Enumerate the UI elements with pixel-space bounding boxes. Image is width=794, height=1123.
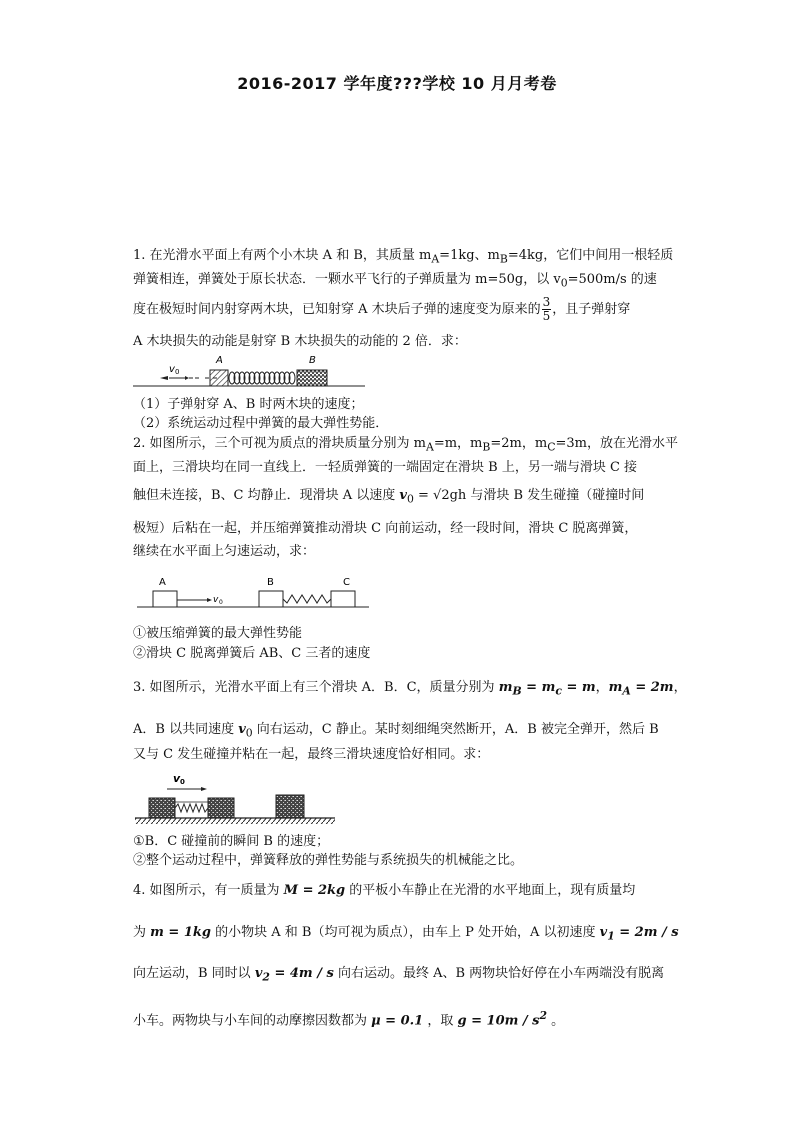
q3-text: 向右运动，C 静止。某时刻细绳突然断开，A．B 被完全弹开，然后 B	[252, 722, 659, 737]
q4-math: g = 10m / s	[457, 1013, 540, 1029]
q3-sub: 0	[245, 726, 253, 740]
q2-sub: A	[426, 440, 434, 454]
q1-sub: A	[431, 252, 440, 266]
block-c	[331, 591, 355, 607]
q3-figure	[133, 768, 343, 832]
q1-text: =4kg，它们中间用一根轻质	[507, 248, 674, 263]
q4-sub: 1	[607, 929, 615, 943]
q3-part-1: ①B．C 碰撞前的瞬间 B 的速度；	[133, 834, 330, 849]
q3-line-1	[133, 679, 687, 701]
q1-fig-label-a: A	[216, 355, 223, 366]
q3-text: 3. 如图所示，光滑水平面上有三个滑块 A．B．C，质量分别为	[133, 680, 499, 695]
bullet-icon	[160, 376, 168, 380]
q3-fig-label-v: v	[173, 772, 181, 785]
q3-math: m	[498, 680, 513, 695]
q2-fig-label-c: C	[343, 577, 350, 588]
q4-math: v	[254, 966, 263, 981]
q3-text: A．B 以共同速度	[133, 722, 239, 737]
q1-text: 度在极短时间内射穿两木块，已知射穿 A 木块后子弹的速度变为原来的	[133, 302, 541, 317]
spring-icon	[229, 372, 295, 384]
q3-line-3: 又与 C 发生碰撞并粘在一起，最终三滑块速度恰好相同。求：	[133, 747, 490, 762]
q3-sub: c	[555, 684, 562, 698]
fraction	[542, 296, 552, 323]
q4-math: m = 1kg	[150, 925, 211, 940]
page-title: 2016-2017 学年度???学校 10 月月考卷	[237, 74, 557, 93]
q1-text: 弹簧相连，弹簧处于原长状态．一颗水平飞行的子弹质量为 m=50g，以 v	[133, 272, 561, 287]
q3-ground-hatch	[135, 818, 335, 824]
q1-line-2	[133, 271, 657, 293]
q4-text: 4. 如图所示，有一质量为	[133, 883, 284, 898]
q2-fig-label-v: v	[213, 595, 219, 605]
q3-math: v	[238, 722, 246, 737]
q4-text: 的平板小车静止在光滑的水平地面上，现有质量均	[345, 883, 636, 898]
q4-math: M = 2kg	[283, 883, 346, 898]
q2-text: =3m，放在光滑水平	[555, 436, 678, 451]
q2-text: =m，m	[433, 436, 483, 451]
block-b	[297, 370, 327, 386]
q3-math: = m	[521, 680, 556, 695]
q1-part-2: （2）系统运动过程中弹簧的最大弹性势能．	[133, 416, 389, 431]
q1-text: =1kg、m	[439, 248, 500, 263]
q2-sub: B	[482, 440, 491, 454]
block-a	[153, 591, 177, 607]
q2-line-1	[133, 435, 678, 457]
q3-math: = m	[561, 680, 596, 695]
q4-line-3	[133, 965, 664, 987]
q2-line-4: 极短）后粘在一起，并压缩弹簧推动滑块 C 向前运动，经一段时间，滑块 C 脱离弹簧，	[133, 521, 638, 536]
block-c	[276, 795, 304, 818]
q4-math: μ = 0.1	[371, 1013, 424, 1029]
q2-line-3	[133, 487, 644, 509]
q3-line-2	[133, 721, 659, 743]
q1-line-1	[133, 247, 673, 269]
q4-math: v	[599, 925, 608, 940]
q1-line-3	[133, 296, 630, 323]
q2-fig-label-b: B	[267, 577, 274, 588]
q1-fig-label-v: v	[169, 364, 175, 375]
q1-sub: B	[499, 252, 508, 266]
q2-part-2: ②滑块 C 脱离弹簧后 AB、C 三者的速度	[133, 646, 371, 661]
q2-line-5: 继续在水平面上匀速运动，求：	[133, 544, 316, 559]
q3-math: = 2m	[630, 680, 674, 695]
q2-sub: C	[547, 440, 556, 454]
q3-text: ，	[673, 680, 687, 695]
q3-fig-label-v-sub: 0	[180, 778, 185, 786]
q2-part-1: ①被压缩弹簧的最大弹性势能	[133, 626, 303, 641]
fraction-numerator: 3	[542, 295, 551, 309]
spring-icon	[283, 595, 331, 603]
block-b	[208, 798, 234, 818]
spring-icon	[175, 804, 208, 812]
q1-line-4: A 木块损失的动能是射穿 B 木块损失的动能的 2 倍．求：	[133, 334, 467, 349]
q3-sub: A	[622, 684, 631, 698]
q4-sub: 2	[262, 970, 270, 984]
q4-text: 小车。两物块与小车间的动摩擦因数都为	[133, 1013, 372, 1029]
q2-line-2: 面上，三滑块均在同一直线上．一轻质弹簧的一端固定在滑块 B 上，另一端与滑块 C 接	[133, 460, 638, 475]
q2-figure	[137, 571, 373, 611]
q3-part-2: ②整个运动过程中，弹簧释放的弹性势能与系统损失的机械能之比。	[133, 853, 524, 868]
q4-math: = 2m / s	[614, 925, 679, 940]
q1-sub: 0	[560, 276, 568, 290]
q1-fig-label-v-sub: 0	[175, 368, 180, 376]
q1-text: ，且子弹射穿	[552, 302, 631, 317]
q4-math: = 4m / s	[269, 966, 334, 981]
q1-part-1: （1）子弹射穿 A、B 时两木块的速度；	[133, 397, 364, 412]
q2-fig-label-v-sub: 0	[219, 599, 223, 606]
q2-text: 与滑块 B 发生碰撞（碰撞时间	[466, 488, 645, 503]
q2-text: 2. 如图所示，三个可视为质点的滑块质量分别为 m	[133, 436, 426, 451]
q4-text: 为	[133, 925, 151, 940]
q3-sub: B	[512, 684, 522, 698]
q1-text: =500m/s 的速	[567, 272, 657, 287]
q4-text: 向右运动。最终 A、B 两物块恰好停在小车两端没有脱离	[333, 966, 665, 981]
q1-figure	[133, 350, 373, 396]
q2-math: v	[399, 488, 407, 503]
q4-text: ，取	[423, 1013, 458, 1029]
q3-math: m	[608, 680, 623, 695]
q4-sup: 2	[539, 1009, 548, 1022]
q3-text: ，	[595, 680, 609, 695]
q1-fig-label-b: B	[309, 355, 316, 366]
q4-line-2	[133, 924, 679, 946]
q4-line-1	[133, 882, 635, 900]
block-b	[259, 591, 283, 607]
q4-text: 向左运动，B 同时以	[133, 966, 255, 981]
q2-text: =2m，m	[490, 436, 548, 451]
q4-line-4	[133, 1007, 564, 1030]
fraction-denominator: 5	[542, 309, 551, 323]
q4-text: 的小物块 A 和 B（均可视为质点），由车上 P 处开始，A 以初速度	[210, 925, 600, 940]
q2-sub: 0	[406, 492, 414, 506]
q2-math: = √2gh	[413, 488, 467, 503]
q4-text: 。	[547, 1013, 565, 1029]
q1-text: 1. 在光滑水平面上有两个小木块 A 和 B，其质量 m	[133, 248, 432, 263]
block-a	[210, 370, 228, 386]
q2-text: 触但未连接，B、C 均静止．现滑块 A 以速度	[133, 488, 400, 503]
q2-fig-label-a: A	[159, 577, 166, 588]
block-a	[149, 798, 175, 818]
